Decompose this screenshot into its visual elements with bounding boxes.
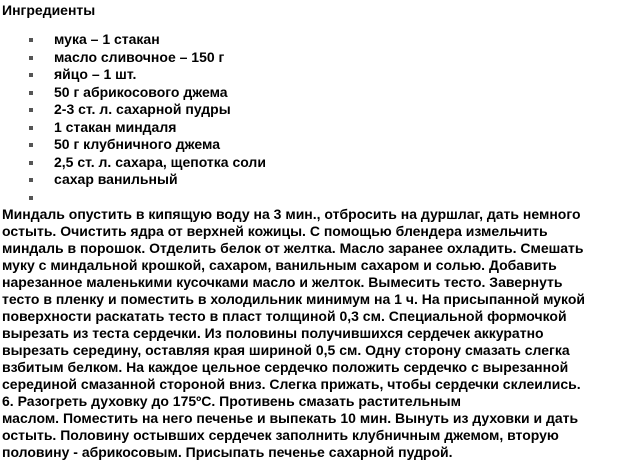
list-item — [2, 49, 638, 67]
bullet-icon — [29, 38, 33, 42]
instruction-line: остыть. Очистить ядра от верхней кожицы. С помощью блендера измельчить — [2, 223, 548, 239]
ingredient-text: сахар ванильный — [54, 171, 178, 187]
list-item — [2, 136, 638, 154]
instruction-line: половину - абрикосовым. Присыпать печенье сахарной пудрой. — [2, 444, 453, 460]
instruction-line: маслом. Поместить на него печенье и выпекать 10 мин. Вынуть из духовки и дать — [2, 410, 579, 426]
list-item — [2, 31, 638, 49]
ingredient-text: 50 г абрикосового джема — [54, 83, 228, 100]
list-item — [2, 119, 638, 137]
instruction-line: муку с миндальной крошкой, сахаром, ванильным сахаром и солью. Добавить — [2, 257, 557, 273]
instruction-line: Миндаль опустить в кипящую воду на 3 мин., отбросить на дуршлаг, дать немного — [2, 206, 581, 222]
instruction-line: 6. Разогреть духовку до 175ºС. Противень смазать растительным — [2, 393, 461, 409]
bullet-icon — [29, 196, 33, 200]
ingredient-text: 1 стакан миндаля — [54, 118, 177, 135]
bullet-icon — [29, 108, 33, 112]
ingredient-text: 2,5 ст. л. сахара, щепотка соли — [54, 153, 266, 170]
instruction-line: вырезать середину, оставляя края шириной 0,5 см. Одну сторону смазать слегка — [2, 342, 570, 358]
ingredient-text: мука – 1 стакан — [54, 31, 160, 47]
document-body — [2, 2, 638, 461]
list-item — [2, 189, 638, 207]
list-item — [2, 154, 638, 172]
list-item — [2, 171, 638, 189]
list-item — [2, 84, 638, 102]
instruction-line: взбитым белком. На каждое цельное сердечко положить сердечко с вырезанной — [2, 359, 569, 375]
instruction-line: поверхности раскатать тесто в пласт толщиной 0,3 см. Специальной формочкой — [2, 308, 567, 324]
bullet-icon — [29, 178, 33, 182]
ingredients-list — [2, 31, 638, 206]
instructions-paragraph — [2, 206, 638, 461]
list-item — [2, 66, 638, 84]
ingredient-text: масло сливочное – 150 г — [54, 48, 225, 65]
instruction-line: остыть. Половину остывших сердечек заполнить клубничным джемом, вторую — [2, 427, 559, 443]
bullet-icon — [29, 143, 33, 147]
list-item — [2, 101, 638, 119]
bullet-icon — [29, 91, 33, 95]
ingredient-text: яйцо – 1 шт. — [54, 66, 137, 82]
bullet-icon — [29, 56, 33, 60]
instruction-line: миндаль в порошок. Отделить белок от желтка. Масло заранее охладить. Смешать — [2, 240, 584, 256]
ingredient-text: 50 г клубничного джема — [54, 136, 220, 152]
instruction-line: тесто в пленку и поместить в холодильник минимум на 1 ч. На присыпанной мукой — [2, 291, 586, 307]
bullet-icon — [29, 73, 33, 77]
instruction-line: серединой смазанной стороной вниз. Слегка прижать, чтобы сердечки склеились. — [2, 376, 581, 392]
bullet-icon — [29, 126, 33, 130]
bullet-icon — [29, 161, 33, 165]
instruction-line: вырезать из теста сердечки. Из половины получившихся сердечек аккуратно — [2, 325, 544, 341]
ingredient-text: 2-3 ст. л. сахарной пудры — [54, 101, 231, 117]
instruction-line: нарезанное маленькими кусочками масло и желток. Вымесить тесто. Завернуть — [2, 274, 563, 290]
section-title: Ингредиенты — [2, 2, 96, 18]
